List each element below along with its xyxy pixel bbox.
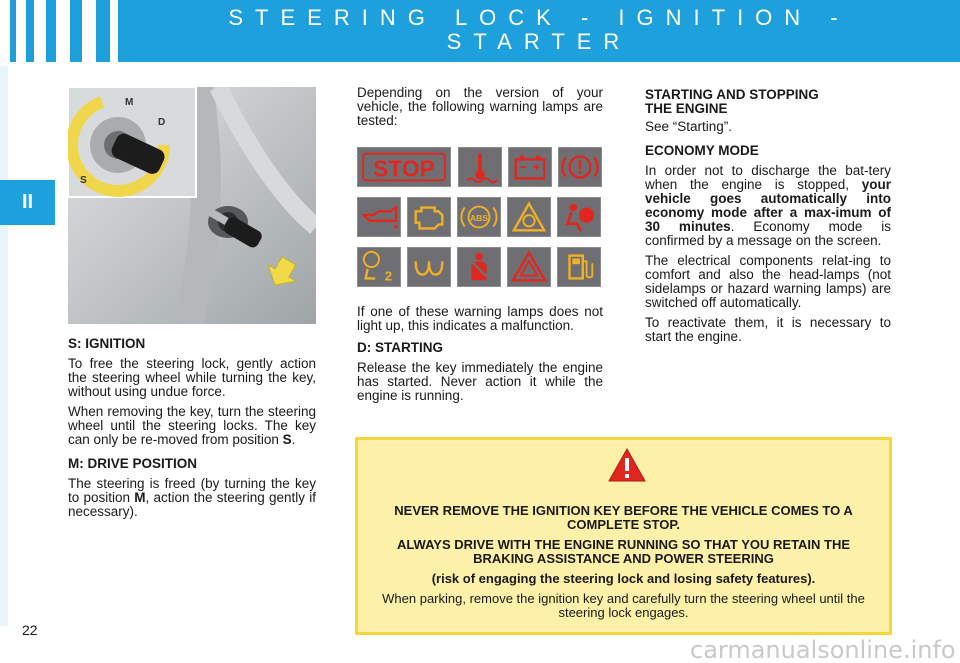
header-stripe: [10, 0, 16, 62]
economy-paragraph-3: To reactivate them, it is necessary to start the engine.: [645, 315, 891, 344]
ignition-heading: S: IGNITION: [68, 336, 146, 351]
svg-text:STOP: STOP: [373, 155, 435, 182]
title-line-1: STEERING LOCK - IGNITION -: [228, 5, 850, 30]
drive-position-heading: M: DRIVE POSITION: [68, 456, 198, 471]
malfunction-note: If one of these warning lamps does not light up, this indicates a malfunction.: [357, 304, 603, 333]
drive-position-paragraph: The steering is freed (by turning the key to position M, action the steering gently if necessary).: [68, 476, 316, 519]
see-starting-ref: See “Starting”.: [645, 119, 733, 134]
stop-lamp-icon: [357, 147, 451, 187]
brake-icon: [558, 147, 602, 187]
seatbelt-icon: [457, 247, 501, 287]
fuel-icon: [557, 247, 601, 287]
warning-lamp-grid: [357, 147, 603, 292]
lamps-intro: Depending on the version of your vehicle, the following warning lamps are tested:: [357, 85, 603, 128]
oil-pressure-icon: [357, 197, 401, 237]
svg-text:ABS: ABS: [469, 212, 489, 223]
warning-text: [370, 504, 877, 626]
warning-line-2: ALWAYS DRIVE WITH THE ENGINE RUNNING SO THAT YOU RETAIN THE BRAKING ASSISTANCE AND POWER STEERING: [396, 537, 851, 566]
abs-icon: [457, 197, 501, 237]
airbag-icon: [557, 197, 601, 237]
electronic-brake-force-icon: [507, 197, 551, 237]
economy-mode-heading: ECONOMY MODE: [645, 143, 759, 158]
chapter-tab[interactable]: II: [0, 180, 55, 225]
svg-text:2: 2: [384, 268, 393, 284]
svg-text:S: S: [80, 175, 87, 186]
ignition-paragraph-2: When removing the key, turn the steering wheel until the steering locks. The key can only be re-moved from position S.: [68, 404, 316, 447]
header-stripe: [46, 0, 56, 62]
warning-triangle-icon: [608, 448, 646, 482]
middle-column-bottom: [357, 305, 603, 409]
ignition-paragraph-1: To free the steering lock, gently action the steering wheel while turning the key, without using undue force.: [68, 356, 316, 399]
coolant-temperature-icon: [458, 147, 502, 187]
warning-box: [355, 437, 892, 635]
warning-line-1: NEVER REMOVE THE IGNITION KEY BEFORE THE VEHICLE COMES TO A COMPLETE STOP.: [394, 503, 853, 532]
engine-diagnosis-icon: [407, 197, 451, 237]
warning-line-4: When parking, remove the ignition key and carefully turn the steering wheel until the steering lock engages.: [382, 591, 865, 620]
passenger-airbag-icon: [357, 247, 401, 287]
preheating-icon: [407, 247, 451, 287]
title-line-2: STARTER: [446, 29, 632, 54]
ignition-photo: [68, 87, 316, 324]
starting-heading: D: STARTING: [357, 340, 443, 355]
svg-text:D: D: [158, 117, 166, 128]
header-stripe: [26, 0, 34, 62]
hazard-icon: [507, 247, 551, 287]
left-column: [68, 335, 316, 525]
right-column: [645, 86, 891, 350]
middle-column-top: [357, 86, 603, 134]
header-stripe: [96, 0, 110, 62]
economy-paragraph-2: The electrical components relat-ing to comfort and also the head-lamps (not sidelamps or hazard warning lamps) are switched off automatically.: [645, 253, 891, 310]
battery-icon: [508, 147, 552, 187]
start-stop-heading: STARTING AND STOPPING THE ENGINE: [645, 87, 819, 116]
warning-line-3: (risk of engaging the steering lock and losing safety features).: [431, 571, 816, 586]
svg-text:M: M: [125, 97, 134, 108]
chapter-rail: [0, 66, 8, 626]
header-stripe: [70, 0, 82, 62]
page-title: [118, 6, 960, 54]
page-number: 22: [22, 622, 38, 638]
economy-paragraph-1: In order not to discharge the bat-tery when the engine is stopped, your vehicle goes automatically into economy mode after a max-imum of 30 minutes. Economy mode is confirmed by a message on the screen.: [645, 163, 892, 248]
watermark: carmanualsonline.info: [690, 636, 956, 663]
starting-paragraph: Release the key immediately the engine has started. Never action it while the engine is running.: [357, 360, 603, 403]
page-header: [0, 0, 960, 62]
